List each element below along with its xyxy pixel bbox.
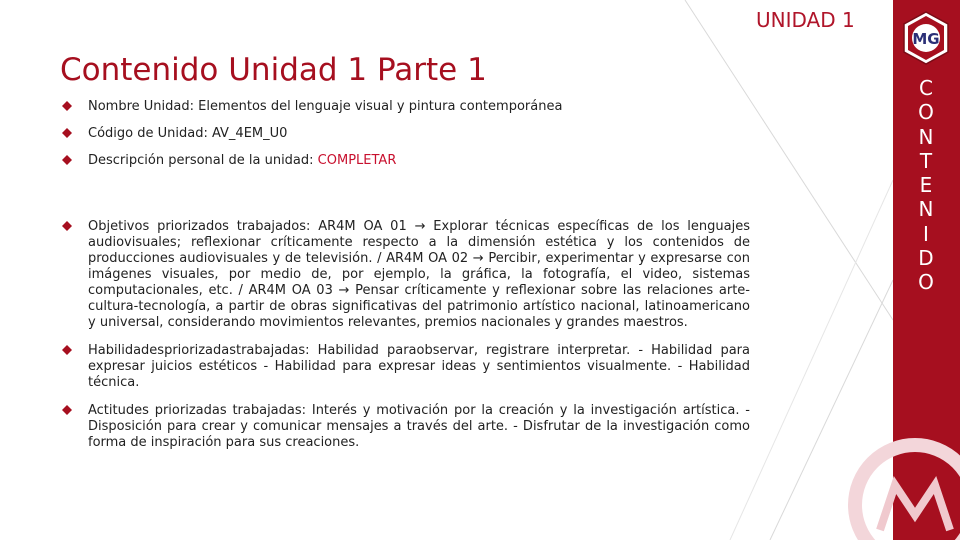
vertical-letter: O <box>918 100 935 125</box>
bullet-text: Nombre Unidad: Elementos del lenguaje visual y pintura contemporánea <box>88 99 563 114</box>
diamond-bullet-icon <box>62 101 72 111</box>
bullet-item-objectives <box>60 219 750 331</box>
vertical-letter: O <box>918 270 935 295</box>
logo-watermark <box>840 430 960 540</box>
vertical-letter: N <box>918 197 935 222</box>
bullet-text: Código de Unidad: AV_4EM_U0 <box>88 126 288 141</box>
diamond-bullet-icon <box>62 155 72 165</box>
school-logo <box>900 10 952 66</box>
bullet-text: Objetivos priorizados trabajados: AR4M OA 01 → Explorar técnicas específicas de los lenguajes audiovisuales; reflexionar críticamente respecto a la dimensión estética y los contenidos de producciones audiovisuales y de televisión. / AR4M OA 02 → Percibir, experimentar y expresarse con imágenes visuales, por medio de, por ejemplo, la gráfica, la fotografía, el video, sistemas computacionales, etc. / AR4M OA 03 → Pensar críticamente y reflexionar sobre las relaciones arte-cultura-tecnología, a partir de obras significativas del patrimonio artístico nacional, latinoamericano y universal, considerando movimientos relevantes, premios nacionales y grandes maestros. <box>88 219 750 330</box>
vertical-letter: C <box>919 76 934 100</box>
completar-placeholder: COMPLETAR <box>317 153 397 168</box>
logo-monogram: MG <box>912 30 940 48</box>
bullet-text: Habilidadespriorizadastrabajadas: Habilidad paraobservar, registrare interpretar. - Habilidad para expresar juicios estéticos - Habilidad para expresar ideas y sentimientos visualmente. - Habilidad técnica. <box>88 343 750 390</box>
diamond-bullet-icon <box>62 128 72 138</box>
vertical-letter: T <box>919 148 934 173</box>
vertical-word <box>893 76 960 295</box>
vertical-letter: I <box>923 221 930 246</box>
bullet-item-attitudes <box>60 403 750 451</box>
diamond-bullet-icon <box>62 221 72 231</box>
bullet-label: Descripción personal de la unidad: <box>88 153 318 168</box>
bullet-item-unit-name <box>60 99 750 115</box>
diamond-bullet-icon <box>62 345 72 355</box>
bullet-item-skills <box>60 343 750 391</box>
bullet-item-description <box>60 153 750 169</box>
vertical-letter: D <box>918 246 935 271</box>
vertical-letter: E <box>919 173 934 198</box>
bullet-item-unit-code <box>60 126 750 142</box>
unit-tag: UNIDAD 1 <box>756 8 855 32</box>
bullet-text: Actitudes priorizadas trabajadas: Interés y motivación por la creación y la investigación artística. - Disposición para crear y comunicar mensajes a través del arte. - Disfrutar de la investigación como forma de inspiración para sus creaciones. <box>88 403 750 450</box>
page-title: Contenido Unidad 1 Parte 1 <box>60 52 487 88</box>
diamond-bullet-icon <box>62 405 72 415</box>
vertical-letter: N <box>918 124 935 149</box>
content-bullet-list <box>60 99 750 451</box>
